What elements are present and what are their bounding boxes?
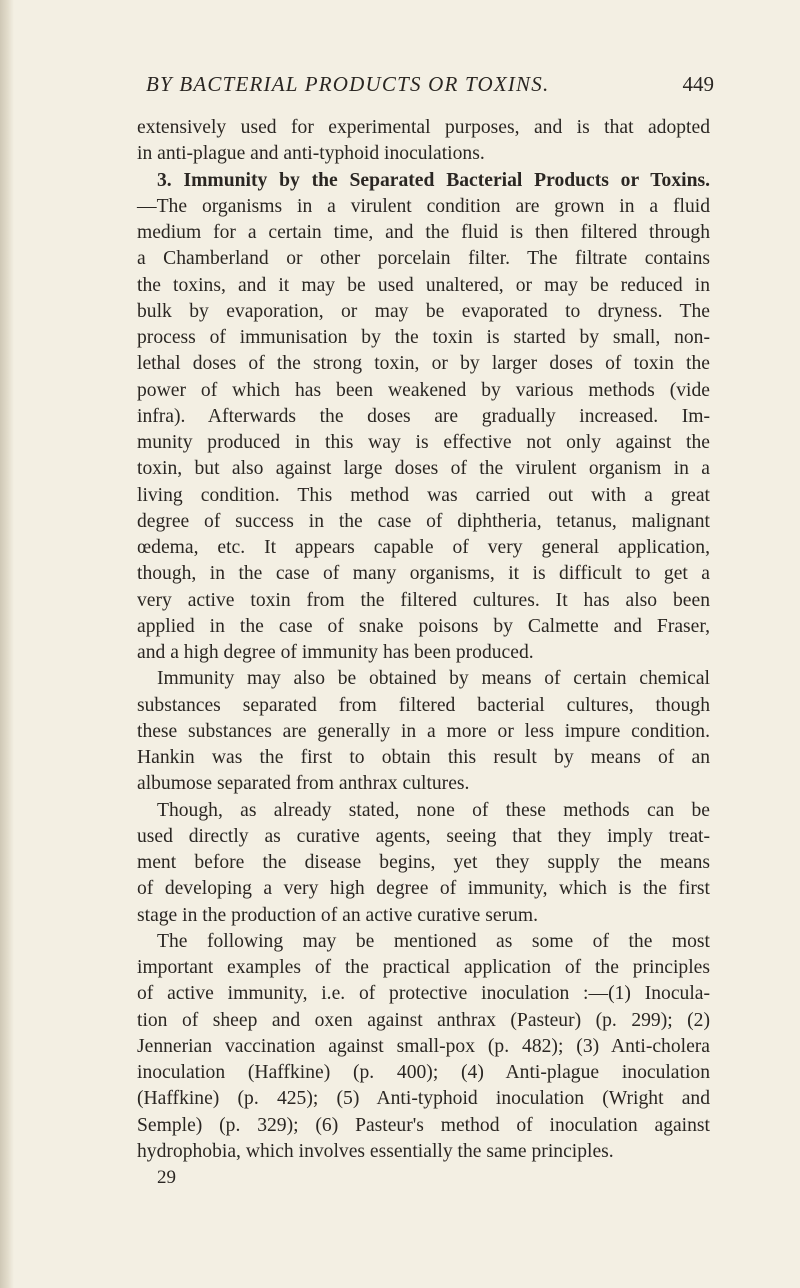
text-line: inoculation (Haffkine) (p. 400); (4) Anti-plague inoculation: [137, 1062, 710, 1083]
text-line: (Haffkine) (p. 425); (5) Anti-typhoid inoculation (Wright and: [137, 1088, 710, 1110]
text-line: —The organisms in a virulent condition are grown in a fluid: [137, 195, 710, 217]
text-line: bulk by evaporation, or may be evaporated to dryness. The: [137, 300, 710, 322]
text-line: though, in the case of many organisms, it is difficult to get a: [137, 563, 710, 585]
text-line: very active toxin from the filtered cultures. It has also been: [137, 589, 710, 611]
text-line: and a high degree of immunity has been produced.: [137, 642, 534, 663]
text-line: Hankin was the first to obtain this result by means of an: [137, 747, 710, 768]
text-line: extensively used for experimental purposes, and is that adopted: [137, 117, 710, 138]
text-line: living condition. This method was carried out with a great: [137, 484, 710, 506]
text-line: in anti-plague and anti-typhoid inoculations.: [137, 143, 485, 165]
text-line: of active immunity, i.e. of protective inoculation :—(1) Inocula-: [137, 983, 710, 1005]
text-line: The following may be mentioned as some of the most: [157, 930, 710, 952]
running-head: BY BACTERIAL PRODUCTS OR TOXINS.: [146, 72, 550, 96]
text-line: Though, as already stated, none of these methods can be: [157, 799, 710, 821]
text-line: œdema, etc. It appears capable of very general application,: [137, 537, 710, 558]
text-line: medium for a certain time, and the fluid is then filtered through: [137, 222, 710, 243]
text-line: Jennerian vaccination against small-pox (p. 482); (3) Anti-cholera: [137, 1035, 710, 1057]
text-line: a Chamberland or other porcelain filter. The filtrate contains: [137, 248, 710, 270]
text-line: Semple) (p. 329); (6) Pasteur's method of inoculation against: [137, 1114, 710, 1136]
page-header: [0, 72, 800, 102]
text-line: the toxins, and it may be used unaltered, or may be reduced in: [137, 274, 710, 296]
text-line: these substances are generally in a more or less impure condition.: [137, 720, 710, 742]
text-line: of developing a very high degree of immunity, which is the first: [137, 878, 710, 900]
text-line: toxin, but also against large doses of the virulent organism in a: [137, 458, 710, 480]
signature-mark: 29: [157, 1167, 176, 1188]
page-binding-shadow: [0, 0, 14, 1288]
text-line: albumose separated from anthrax cultures.: [137, 773, 470, 795]
page-number: 449: [682, 72, 714, 96]
text-line: Immunity may also be obtained by means of certain chemical: [157, 668, 710, 690]
section-heading: 3. Immunity by the Separated Bacterial Products or Toxins.: [157, 169, 710, 191]
text-line: infra). Afterwards the doses are gradually increased. Im-: [137, 405, 710, 427]
text-line: ment before the disease begins, yet they supply the means: [137, 852, 710, 873]
text-line: substances separated from filtered bacterial cultures, though: [137, 694, 710, 716]
text-line: degree of success in the case of diphtheria, tetanus, malignant: [137, 510, 710, 532]
text-line: important examples of the practical application of the principles: [137, 957, 710, 978]
text-line: power of which has been weakened by various methods (vide: [137, 379, 710, 401]
text-line: hydrophobia, which involves essentially the same principles.: [137, 1140, 614, 1162]
section-heading-line: [137, 168, 710, 194]
text-line: lethal doses of the strong toxin, or by larger doses of toxin the: [137, 353, 710, 375]
text-line: process of immunisation by the toxin is started by small, non-: [137, 327, 710, 348]
text-line: stage in the production of an active curative serum.: [137, 904, 538, 926]
text-line: tion of sheep and oxen against anthrax (Pasteur) (p. 299); (2): [137, 1009, 710, 1031]
body-text: [137, 115, 710, 1189]
text-line: used directly as curative agents, seeing that they imply treat-: [137, 825, 710, 847]
text-line: munity produced in this way is effective not only against the: [137, 432, 710, 453]
text-line: applied in the case of snake poisons by Calmette and Fraser,: [137, 615, 710, 637]
